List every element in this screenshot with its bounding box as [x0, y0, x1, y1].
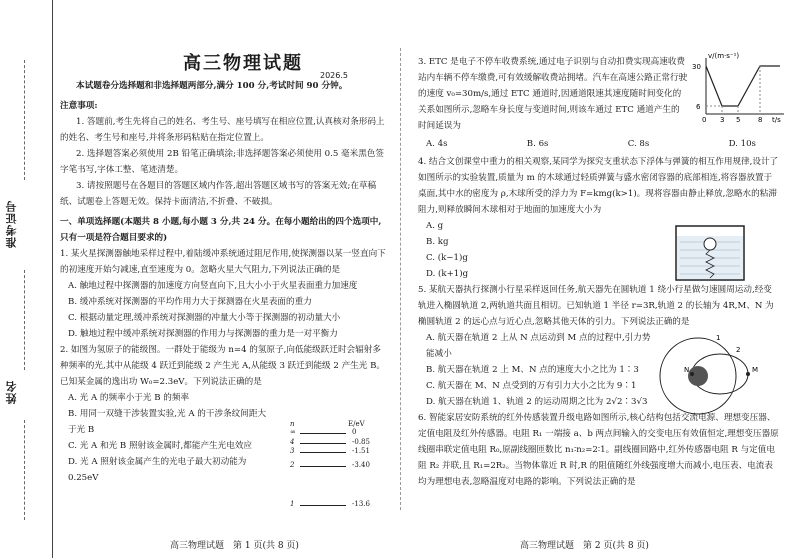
- level-energy: -0.85: [352, 438, 370, 446]
- water-container-figure: [672, 220, 752, 282]
- n-axis-label: n: [290, 420, 295, 428]
- q5-option-d: D. 航天器在轨道 1、轨道 2 的运动周期之比为 2√2∶3√3: [426, 397, 648, 407]
- vt-xtick: 8: [758, 116, 763, 124]
- level-n: ∞: [290, 428, 296, 436]
- vt-ylabel: v/(m·s⁻¹): [708, 52, 740, 60]
- level-n: 2: [290, 461, 295, 469]
- page-divider: [400, 48, 401, 510]
- point-n-label: N: [684, 366, 690, 374]
- q3-option-c: C. 8s: [627, 139, 650, 149]
- energy-level-line: [300, 452, 346, 453]
- question-6-stem: 6. 智能家居安防系统的红外传感装置升级电路如图所示,核心结构包括交流电源、理想变压器、定值电阻及红外传感器。电阻 R₁ 一端接 a、b 两点间输入的交变电压有效值恒定,理想变压器原线圈串联定值电阻 R₀,原副线圈匝数比 n₁∶n₂=2∶1。副线圈回路中,红外传感器电阻 R 与定值电阻 R₂ 并联,且 R₁=2R₂。当物体靠近 R 时,R 的阻值随红外线强度增大而减小,电压表、电流表均为理想电表,忽略温度对电路的影响。下列说法正确的是: [418, 413, 779, 487]
- notice-item: 3. 请按照题号在各题目的答题区域内作答,超出答题区域书写的答案无效;在草稿纸、试题卷上答题无效。保持卡面清洁,不折叠、不破损。: [60, 181, 377, 207]
- question-1-stem: 1. 某火星探测器触地采样过程中,着陆缓冲系统通过阻尼作用,使探测器以某一竖直向下的初速度开始匀减速,直至速度为 0。忽略火星大气阻力,下列说法正确的是: [60, 249, 386, 275]
- q5-option-b: B. 航天器在轨道 2 上 M、N 点的速度大小之比为 1∶3: [426, 365, 639, 375]
- footer-right: 高三物理试题 第 2 页(共 8 页): [520, 541, 649, 551]
- level-n: 4: [290, 438, 295, 446]
- q2-option-b: B. 用同一双缝干涉装置实验,光 A 的干涉条纹间距大于光 B: [68, 409, 267, 435]
- binding-margin: [0, 0, 53, 558]
- level-n: 3: [290, 447, 295, 455]
- exam-date: 2026.5: [320, 71, 348, 80]
- q4-option-b: B. kg: [426, 237, 449, 247]
- name-label: 姓名: [5, 380, 18, 404]
- energy-level-line: [300, 443, 346, 444]
- q1-option-a: A. 触地过程中探测器的加速度方向竖直向下,且大小小于火星表面重力加速度: [68, 281, 358, 291]
- energy-level-line: [300, 466, 346, 467]
- q2-option-d: D. 光 A 照射该金属产生的光电子最大初动能为 0.25eV: [68, 457, 247, 483]
- question-3-stem: 3. ETC 是电子不停车收费系统,通过电子识别与自动扣费实现高速收费站内车辆不停车缴费,可有效缓解收费站拥堵。汽车在高速公路正常行驶的速度 v₀=30m/s,通过 ETC 通道时,因通道限速其速度随时间变化的关系如图所示,忽略车身长度与变道时间,则该车通过 ETC 通道产生的时间延误为: [418, 57, 688, 131]
- page-title: 高三物理试题: [183, 53, 303, 74]
- margin-dashed-line: [24, 270, 25, 370]
- orbit-label-2: 2: [736, 346, 741, 354]
- vt-ytick: 6: [696, 103, 701, 111]
- section-heading: 一、单项选择题(本题共 8 小题,每小题 3 分,共 24 分。在每小题给出的四个选项中,只有一项是符合题目要求的): [60, 217, 382, 243]
- point-m-label: M: [752, 366, 759, 374]
- q4-option-d: D. (k+1)g: [426, 269, 469, 279]
- level-energy: -3.40: [352, 461, 370, 469]
- energy-level-diagram: [290, 420, 386, 510]
- vt-graph: [688, 52, 788, 124]
- q1-option-c: C. 根据动量定理,缓冲系统对探测器的冲量大小等于探测器的初动量大小: [68, 313, 341, 323]
- q4-option-c: C. (k−1)g: [426, 253, 468, 263]
- q2-option-a: A. 光 A 的频率小于光 B 的频率: [68, 393, 190, 403]
- q1-option-b: B. 缓冲系统对探测器的平均作用力大于探测器在火星表面的重力: [68, 297, 312, 307]
- vt-ytick: 30: [692, 63, 701, 71]
- vt-xtick: 3: [720, 116, 725, 124]
- energy-axis-label: E/eV: [348, 420, 365, 428]
- vt-xtick: 0: [702, 116, 707, 124]
- orbit-diagram: [648, 330, 768, 420]
- level-energy: 0: [352, 428, 357, 436]
- q3-option-a: A. 4s: [426, 139, 448, 149]
- level-energy: -13.6: [352, 500, 370, 508]
- question-5-stem: 5. 某航天器执行探测小行星采样返回任务,航天器先在圆轨道 1 绕小行星做匀速圆周运动,经变轨进入椭圆轨道 2,两轨道共面且相切。已知轨道 1 半径 r=3R,轨道 2 的长轴为 4R,M、N 为椭圆轨道 2 的远心点与近心点,忽略其他天体的引力。下列说法正确的是: [418, 285, 774, 327]
- q2-option-c: C. 光 A 和光 B 照射该金属时,都能产生光电效应: [68, 441, 253, 451]
- margin-dashed-line: [24, 420, 25, 520]
- exam-id-label: 准考证号: [5, 200, 18, 248]
- instructions-intro: 本试题卷分选择题和非选择题两部分,满分 100 分,考试时间 90 分钟。: [76, 81, 348, 91]
- wooden-ball: [704, 238, 716, 250]
- q3-option-d: D. 10s: [728, 139, 756, 149]
- asteroid: [688, 366, 708, 386]
- footer-left: 高三物理试题 第 1 页(共 8 页): [170, 541, 299, 551]
- question-2-stem: 2. 如图为氢原子的能级图。一群处于能级为 n=4 的氢原子,向低能级跃迁时会辐射多种频率的光,其中从能级 4 跃迁到能级 2 产生光 A,从能级 3 跃迁到能级 2 产生光 B。已知某金属的逸出功 W₀=2.3eV。下列说法正确的是: [60, 345, 385, 387]
- vt-xlabel: t/s: [772, 116, 781, 124]
- q5-option-c: C. 航天器在 M、N 点受到的万有引力大小之比为 9∶1: [426, 381, 637, 391]
- q3-option-b: B. 6s: [526, 139, 549, 149]
- notice-item: 1. 答题前,考生先将自己的姓名、考生号、座号填写在相应位置,认真核对条形码上的姓名、考生号和座号,并将条形码粘贴在指定位置上。: [60, 117, 385, 143]
- question-4-stem: 4. 结合文创课堂中重力的相关观察,某同学为探究支重状态下浮体与弹簧的相互作用规律,设计了如图所示的实验装置,质量为 m 的木球通过轻质弹簧与盛水密闭容器的底部相连,将容器放置于桌面,其中水的密度为 ρ,木球所受的浮力为 F=kmg(k>1)。现将容器由静止释放,忽略水的粘滞阻力,则释放瞬间木球相对于地面的加速度大小为: [418, 157, 779, 215]
- q5-option-a: A. 航天器在轨道 2 上从 N 点运动到 M 点的过程中,引力势能减小: [426, 333, 651, 359]
- q4-option-a: A. g: [426, 221, 444, 231]
- level-n: 1: [290, 500, 295, 508]
- notice-title: 注意事项:: [60, 101, 98, 111]
- energy-level-line: [300, 433, 346, 434]
- margin-dashed-line: [24, 60, 25, 180]
- q1-option-d: D. 触地过程中缓冲系统对探测器的作用力与探测器的重力是一对平衡力: [68, 329, 338, 339]
- energy-level-line: [300, 505, 346, 506]
- notice-item: 2. 选择题答案必须使用 2B 铅笔正确填涂;非选择题答案必须使用 0.5 毫米黑色签字笔书写,字体工整、笔迹清楚。: [60, 149, 385, 175]
- level-energy: -1.51: [352, 447, 370, 455]
- vt-xtick: 5: [736, 116, 741, 124]
- orbit-label-1: 1: [716, 334, 721, 342]
